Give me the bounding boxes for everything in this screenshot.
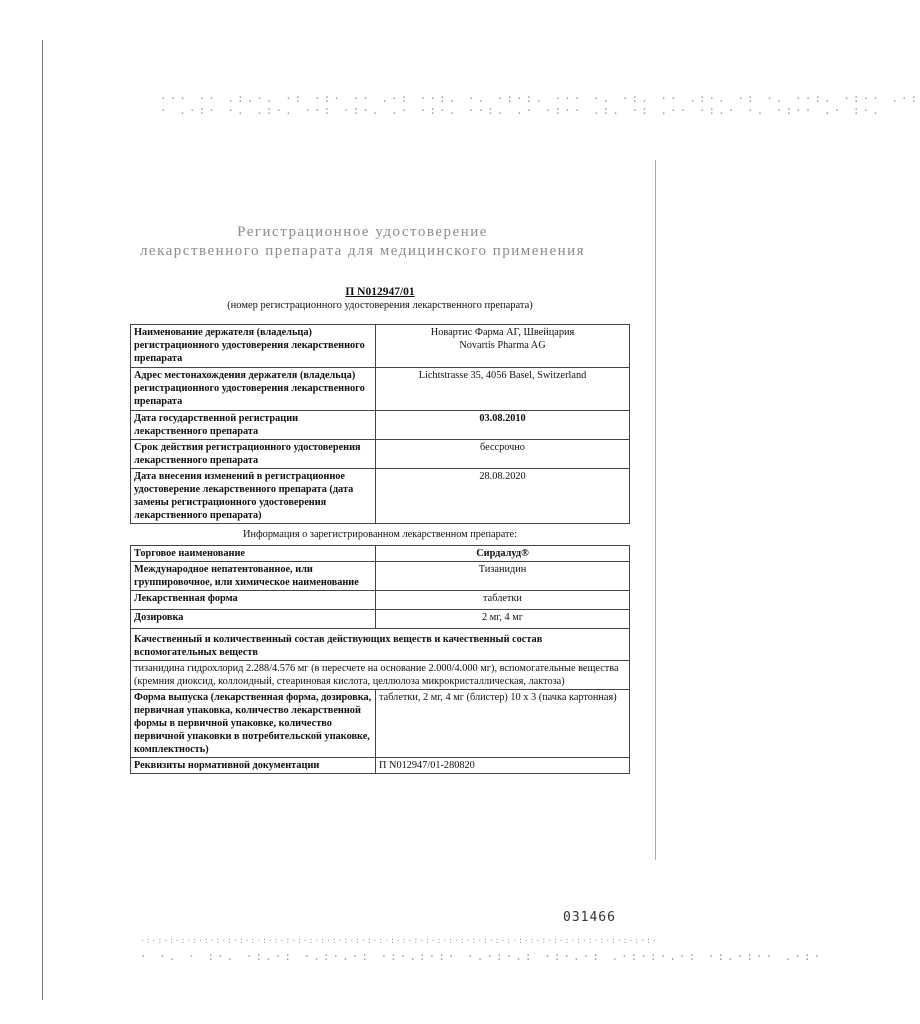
- inn-label: Международное непатентованное, или группировочное, или химическое наименование: [131, 562, 376, 591]
- registration-number-block: [130, 286, 630, 311]
- dosage-value: 2 мг, 4 мг: [376, 610, 630, 629]
- footer-noise-line: ·:·:·:·:·:·:·:·:·:·:·:·:·:·:·:·:·:·:·:·:·:·:·:·:·:·:·:·:·:·:·:·:·:·:·:·:·:·:·:·:·:·:·:·:·: [140, 936, 658, 945]
- table-row: [131, 610, 630, 629]
- composition-text: тизанидина гидрохлорид 2.288/4.576 мг (в пересчете на основание 2.000/4.000 мг), вспомогательные вещества (кремния диоксид, коллоидный, стеариновая кислота, целлюлоза микрокристаллическая, лактоза): [131, 661, 630, 690]
- table-row: [131, 325, 630, 368]
- registration-number-caption: (номер регистрационного удостоверения лекарственного препарата): [227, 300, 533, 311]
- changes-date-value: 28.08.2020: [376, 469, 630, 524]
- table-row: [131, 411, 630, 440]
- inn-value: Тизанидин: [376, 562, 630, 591]
- table-row: [131, 469, 630, 524]
- release-form-value: таблетки, 2 мг, 4 мг (блистер) 10 х 3 (пачка картонная): [376, 690, 630, 758]
- composition-header: Качественный и количественный состав действующих веществ и качественный состав вспомогательных веществ: [131, 629, 630, 661]
- scan-edge-line-right: [655, 160, 656, 860]
- release-form-label: Форма выпуска (лекарственная форма, дозировка, первичная упаковка, количество лекарственной формы в первичной упаковке, количество первичной упаковки в потребительской упаковке, комплектность): [131, 690, 376, 758]
- dosage-label: Дозировка: [131, 610, 376, 629]
- normative-doc-value: П N012947/01-280820: [376, 758, 630, 774]
- table-row: [131, 562, 630, 591]
- changes-date-label: Дата внесения изменений в регистрационное удостоверение лекарственного препарата (дата замены регистрационного удостоверения лекарственного препарата): [131, 469, 376, 524]
- table-row: [131, 629, 630, 661]
- holder-address-value: Lichtstrasse 35, 4056 Basel, Switzerland: [376, 368, 630, 411]
- table-row: [131, 758, 630, 774]
- form-serial-number: 031466: [563, 910, 616, 925]
- validity-label: Срок действия регистрационного удостоверения лекарственного препарата: [131, 440, 376, 469]
- validity-value: бессрочно: [376, 440, 630, 469]
- table-row: [131, 690, 630, 758]
- table-row: [131, 591, 630, 610]
- holder-name-value: [376, 325, 630, 368]
- table-row: [131, 440, 630, 469]
- trade-name-value: Сирдалуд®: [376, 546, 630, 562]
- dosage-form-value: таблетки: [376, 591, 630, 610]
- table-row: [131, 661, 630, 690]
- holder-name-label: Наименование держателя (владельца) регистрационного удостоверения лекарственного препарата: [131, 325, 376, 368]
- holder-name-ru: Новартис Фарма АГ, Швейцария: [430, 327, 575, 338]
- document-heading-line1: Регистрационное удостоверение: [237, 224, 488, 240]
- footer-noise-line: · ·. · :·. ·:.·: ·.:·.·: ·:·.:·:· ·.·:·.: ·:·.·: .·:·:·.·: ·:.·:·· .·:·: [140, 950, 824, 963]
- normative-doc-label: Реквизиты нормативной документации: [131, 758, 376, 774]
- registration-date-label: Дата государственной регистрации лекарственного препарата: [131, 411, 376, 440]
- registration-date-value: 03.08.2010: [376, 411, 630, 440]
- info-header: Информация о зарегистрированном лекарственном препарате:: [131, 524, 630, 546]
- trade-name-label: Торговое наименование: [131, 546, 376, 562]
- scan-edge-line-left: [42, 40, 43, 1000]
- dosage-form-label: Лекарственная форма: [131, 591, 376, 610]
- holder-address-label: Адрес местонахождения держателя (владельца) регистрационного удостоверения лекарственного препарата: [131, 368, 376, 411]
- document-heading-line2: лекарственного препарата для медицинского применения: [139, 243, 586, 259]
- table-row: [131, 368, 630, 411]
- registration-table: [130, 324, 630, 774]
- header-noise-line: · .·:· ·. .:·. ··: ·:·. .· ·:·. ··:. .· ·:·· .:. ·: .·· ·:.· ·. ·:·· .· :·.: [160, 104, 882, 117]
- holder-name-en: Novartis Pharma AG: [459, 340, 546, 351]
- table-row: [131, 524, 630, 546]
- header-noise-line: ··· ·· .:.·. ·: ·:· ·· .·: ··:. ·. ·:·:. ··· ·. ·:. ·· .:·. ·: ·. ··:. ·:·· .·:: [160, 92, 920, 105]
- registration-number: П N012947/01: [345, 286, 415, 298]
- table-row: [131, 546, 630, 562]
